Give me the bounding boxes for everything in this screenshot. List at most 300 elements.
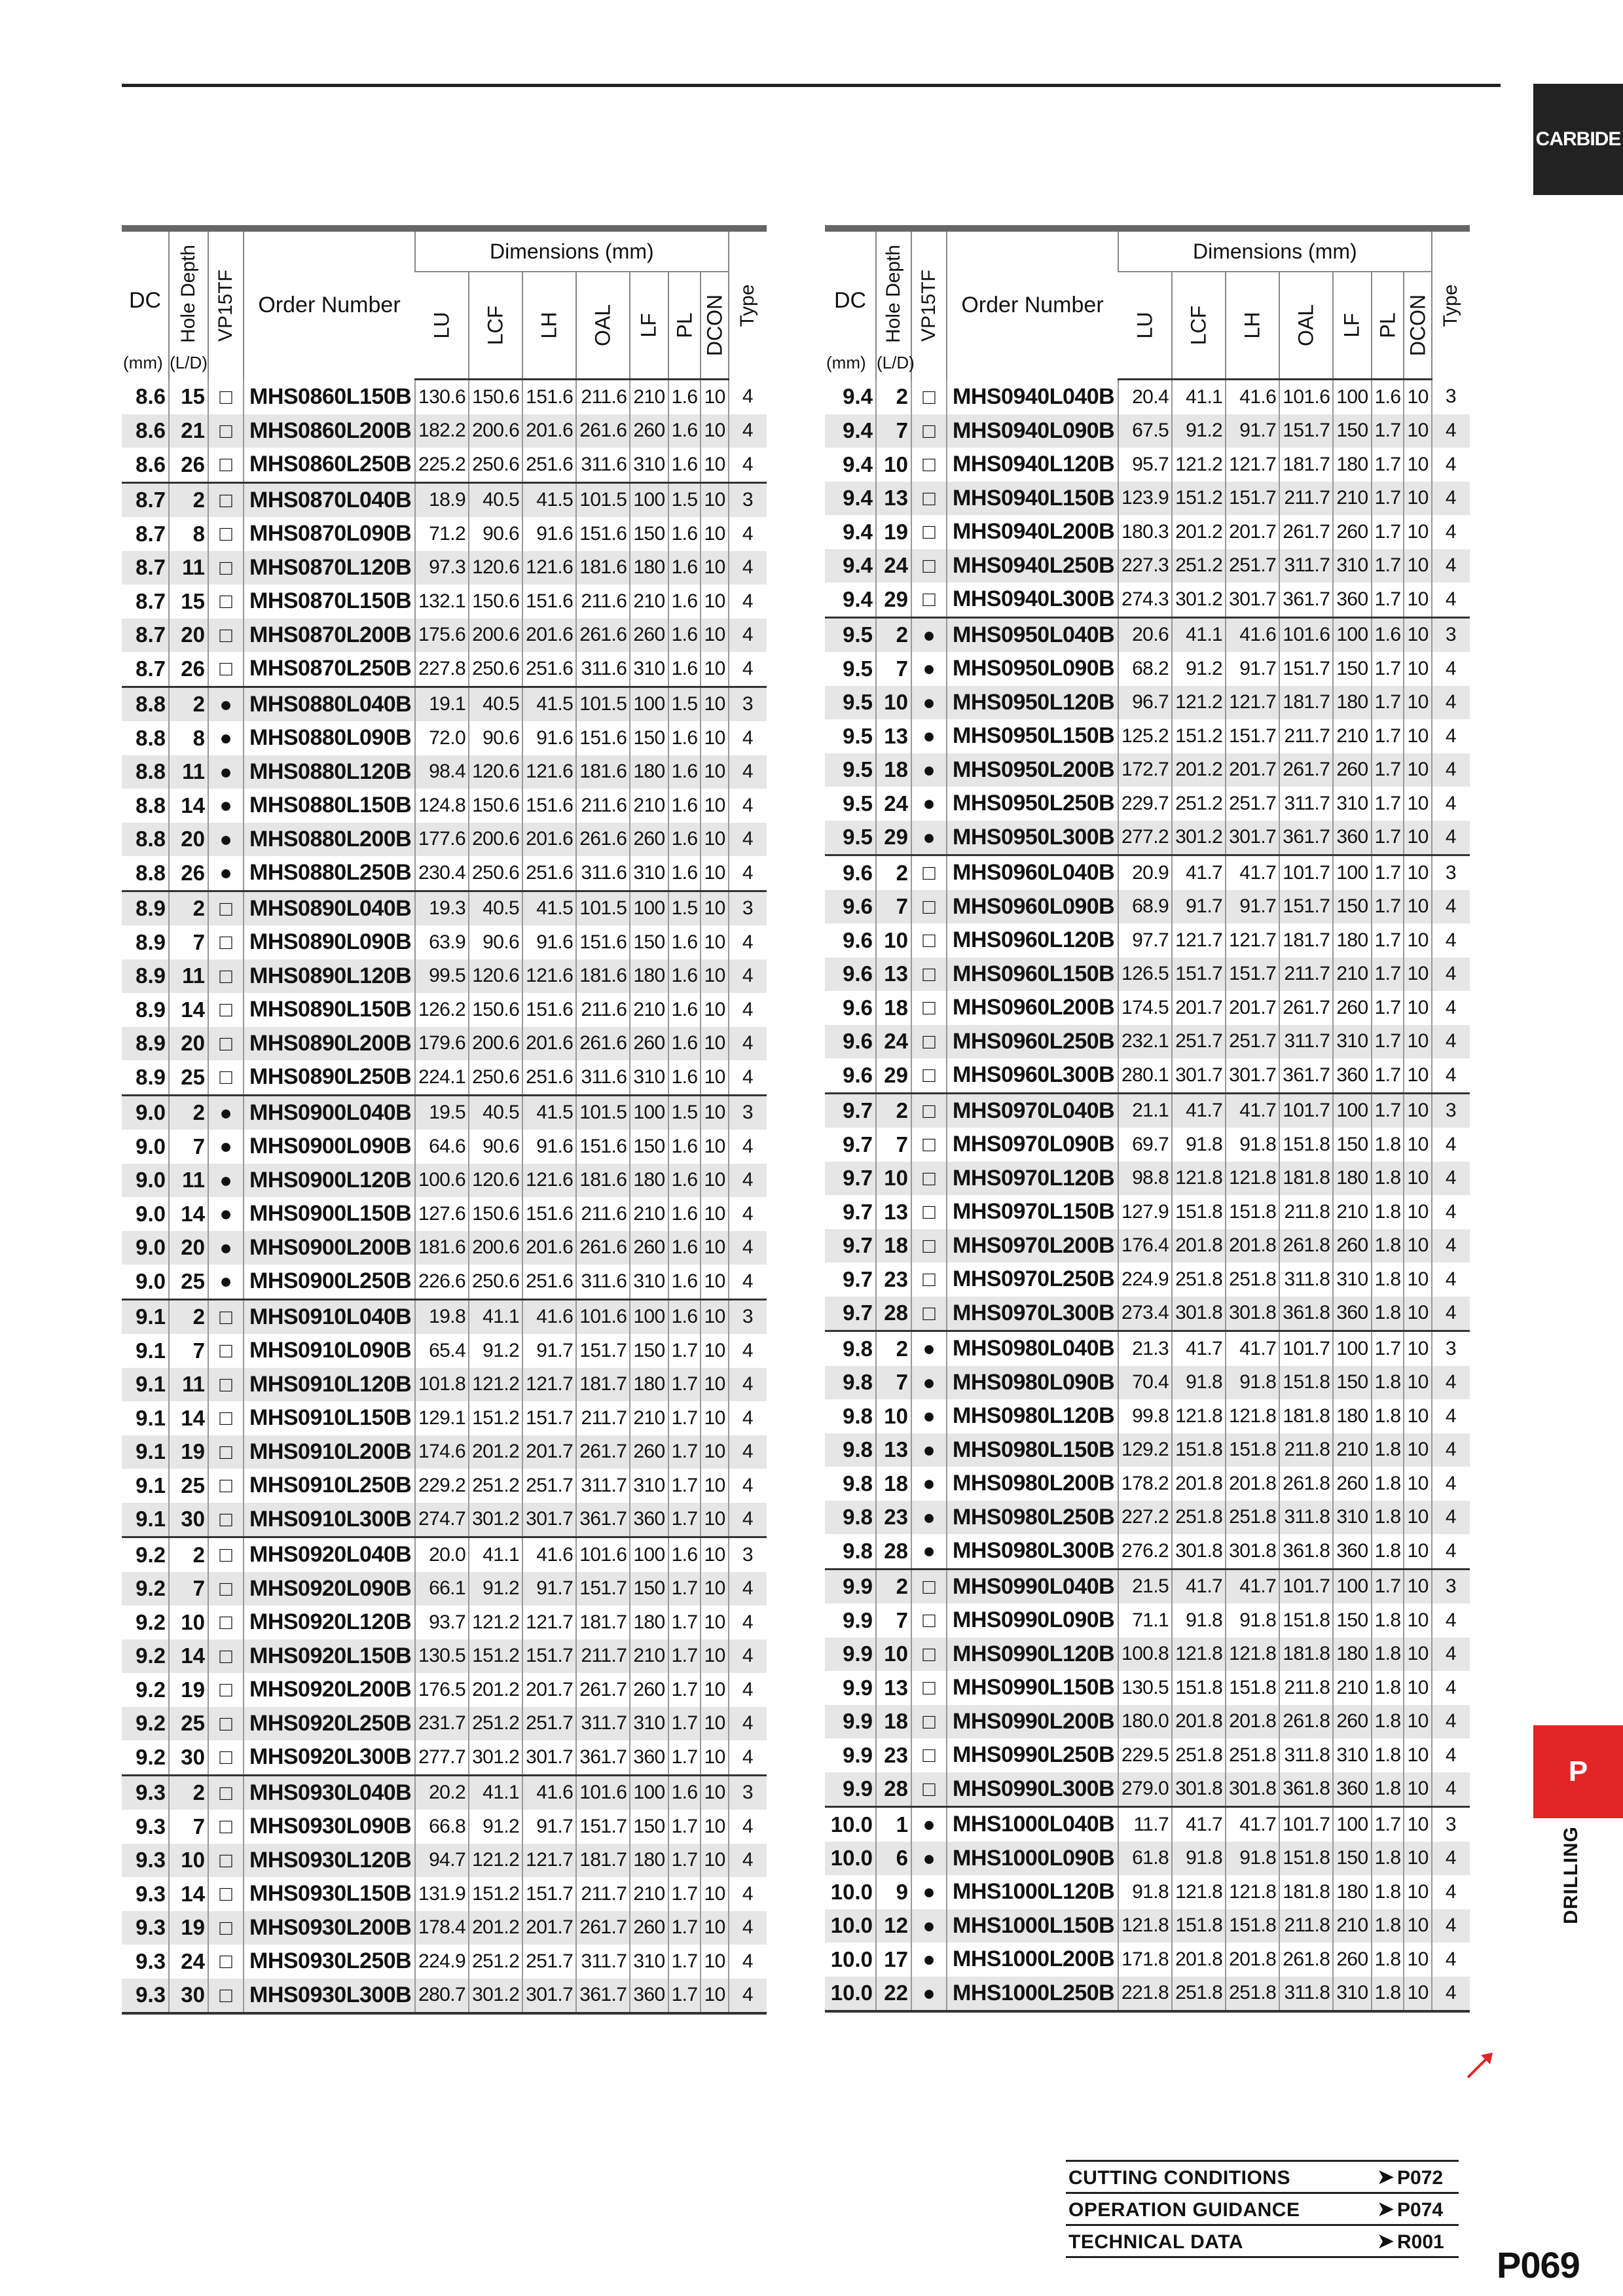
- lu-cell: 176.5: [415, 1673, 469, 1707]
- type-cell: 4: [1432, 482, 1470, 516]
- dc-cell: 10.0: [830, 1946, 873, 1971]
- dc-cell: 9.0: [122, 1095, 169, 1130]
- stock-symbol: □: [911, 924, 947, 958]
- lu-cell: 68.9: [1118, 890, 1172, 924]
- lh-cell: 251.8: [1226, 1977, 1279, 2012]
- type-cell: 4: [729, 619, 767, 653]
- col-lu: LU: [1118, 272, 1172, 380]
- lf-cell: 180: [1333, 1875, 1371, 1909]
- dc-cell: 9.7: [843, 1132, 873, 1157]
- lcf-cell: 121.8: [1172, 1162, 1226, 1196]
- type-cell: 4: [1432, 1738, 1470, 1772]
- lf-cell: 210: [630, 1197, 668, 1231]
- order-number: MHS0880L250B: [244, 856, 415, 891]
- type-cell: 4: [729, 1911, 767, 1945]
- type-cell: 4: [1432, 787, 1470, 821]
- table-row: [825, 719, 1470, 753]
- dc-cell: 10.0: [825, 1842, 876, 1876]
- lu-cell: 126.5: [1118, 958, 1172, 992]
- col-dimensions: Dimensions (mm): [415, 228, 729, 272]
- lf-cell: 360: [1333, 583, 1371, 617]
- pl-cell: 1.7: [668, 1810, 701, 1844]
- lh-cell: 41.7: [1226, 1331, 1279, 1366]
- lh-cell: 201.8: [1226, 1943, 1279, 1977]
- oal-cell: 151.6: [576, 1130, 630, 1164]
- oal-cell: 361.8: [1279, 1772, 1333, 1807]
- pl-cell: 1.8: [1372, 1399, 1404, 1433]
- lu-cell: 177.6: [415, 823, 469, 857]
- table-row: [825, 787, 1470, 821]
- lf-cell: 310: [630, 856, 668, 891]
- col-hole-depth: Hole Depth (L/D): [876, 228, 911, 380]
- dcon-cell: 10: [701, 482, 728, 517]
- lh-cell: 251.7: [1226, 549, 1279, 583]
- lu-cell: 181.6: [415, 1231, 469, 1265]
- lcf-cell: 201.8: [1172, 1705, 1226, 1739]
- oal-cell: 101.7: [1279, 1093, 1333, 1128]
- hole-depth-cell: 1: [876, 1807, 911, 1842]
- ref-label: OPERATION GUIDANCE: [1068, 2199, 1300, 2221]
- table-row: [825, 1162, 1470, 1196]
- lcf-cell: 121.2: [469, 1368, 522, 1402]
- hole-depth-cell: 2: [169, 1775, 208, 1810]
- dcon-cell: 10: [1404, 1738, 1431, 1772]
- table-row: [122, 1435, 767, 1469]
- type-cell: 4: [729, 652, 767, 687]
- stock-symbol: □: [208, 925, 244, 960]
- lh-cell: 151.6: [522, 993, 576, 1027]
- lf-cell: 260: [630, 1911, 668, 1945]
- order-number: MHS0940L250B: [947, 549, 1118, 583]
- stock-symbol: □: [208, 1640, 244, 1674]
- hole-depth-cell: 10: [876, 1638, 911, 1672]
- lu-cell: 91.8: [1118, 1875, 1172, 1909]
- lf-cell: 310: [630, 448, 668, 482]
- dc-cell: 9.0: [122, 1164, 169, 1198]
- order-number: MHS0990L300B: [947, 1772, 1118, 1807]
- hole-depth-cell: 29: [876, 583, 911, 617]
- lcf-cell: 251.2: [1172, 549, 1226, 583]
- pl-cell: 1.8: [1372, 1162, 1404, 1196]
- pl-cell: 1.8: [1372, 1128, 1404, 1162]
- dcon-cell: 10: [1404, 1705, 1431, 1739]
- hole-depth-cell: 15: [169, 380, 208, 414]
- lh-cell: 121.8: [1226, 1638, 1279, 1672]
- lh-cell: 151.8: [1226, 1909, 1279, 1943]
- lu-cell: 61.8: [1118, 1842, 1172, 1876]
- lu-cell: 231.7: [415, 1707, 469, 1741]
- table-row: [122, 584, 767, 619]
- dc-cell: 9.0: [136, 1134, 166, 1158]
- table-row: [122, 551, 767, 585]
- hole-depth-cell: 11: [169, 1164, 208, 1198]
- dcon-cell: 10: [1404, 1943, 1431, 1977]
- lu-cell: 98.8: [1118, 1162, 1172, 1196]
- dc-cell: 9.5: [825, 617, 876, 652]
- order-number: MHS0890L200B: [244, 1027, 415, 1061]
- lh-cell: 41.7: [1226, 1569, 1279, 1604]
- dc-cell: 9.6: [825, 855, 876, 890]
- dcon-cell: 10: [1404, 1229, 1431, 1263]
- pl-cell: 1.6: [668, 721, 701, 755]
- order-number: MHS0950L200B: [947, 753, 1118, 787]
- hole-depth-cell: 2: [876, 855, 911, 890]
- lcf-cell: 151.2: [469, 1877, 522, 1911]
- lcf-cell: 251.8: [1172, 1738, 1226, 1772]
- lf-cell: 310: [1333, 1025, 1371, 1059]
- table-row: [122, 891, 767, 925]
- lcf-cell: 150.6: [469, 1197, 522, 1231]
- dc-cell: 9.3: [122, 1775, 169, 1810]
- lcf-cell: 301.8: [1172, 1534, 1226, 1569]
- oal-cell: 261.7: [576, 1435, 630, 1469]
- oal-cell: 311.7: [1279, 549, 1333, 583]
- stock-symbol: □: [911, 549, 947, 583]
- stock-symbol: ●: [911, 1501, 947, 1535]
- lf-cell: 180: [1333, 1162, 1371, 1196]
- type-cell: 4: [729, 551, 767, 585]
- dcon-cell: 10: [701, 856, 728, 891]
- dc-cell: 9.8: [843, 1538, 873, 1563]
- lh-cell: 251.7: [1226, 787, 1279, 821]
- oal-cell: 261.7: [576, 1911, 630, 1945]
- oal-cell: 101.6: [576, 1537, 630, 1572]
- pl-cell: 1.8: [1372, 1705, 1404, 1739]
- order-number: MHS0900L120B: [244, 1164, 415, 1198]
- pl-cell: 1.5: [668, 1095, 701, 1130]
- pl-cell: 1.7: [1372, 515, 1404, 549]
- lf-cell: 180: [1333, 1399, 1371, 1433]
- pl-cell: 1.7: [668, 1435, 701, 1469]
- lu-cell: 19.3: [415, 891, 469, 925]
- lu-cell: 180.0: [1118, 1705, 1172, 1739]
- lcf-cell: 151.7: [1172, 958, 1226, 992]
- hole-depth-cell: 2: [169, 482, 208, 517]
- pl-cell: 1.8: [1372, 1943, 1404, 1977]
- table-row: [825, 1705, 1470, 1739]
- dc-cell: 9.2: [122, 1572, 169, 1606]
- lu-cell: 101.8: [415, 1368, 469, 1402]
- type-cell: 4: [1432, 1297, 1470, 1331]
- lcf-cell: 120.6: [469, 551, 522, 585]
- oal-cell: 261.7: [1279, 991, 1333, 1025]
- dc-cell: 9.2: [122, 1707, 169, 1741]
- hole-depth-cell: 29: [876, 1058, 911, 1093]
- type-cell: 4: [729, 993, 767, 1027]
- lf-cell: 100: [630, 482, 668, 517]
- lcf-cell: 41.1: [1172, 617, 1226, 652]
- oal-cell: 311.7: [1279, 1025, 1333, 1059]
- type-cell: 3: [1432, 1331, 1470, 1366]
- lh-cell: 41.7: [1226, 1093, 1279, 1128]
- ref-cutting-conditions[interactable]: [1066, 2160, 1459, 2194]
- dcon-cell: 10: [1404, 1433, 1431, 1467]
- lf-cell: 360: [630, 1979, 668, 2014]
- lcf-cell: 301.2: [469, 1503, 522, 1537]
- order-number: MHS0910L300B: [244, 1503, 415, 1537]
- dc-cell: 9.6: [843, 995, 873, 1020]
- lcf-cell: 251.2: [469, 1707, 522, 1741]
- table-row: [825, 1671, 1470, 1705]
- dcon-cell: 10: [1404, 991, 1431, 1025]
- dcon-cell: 10: [701, 1673, 728, 1707]
- oal-cell: 151.8: [1279, 1128, 1333, 1162]
- dcon-cell: 10: [701, 789, 728, 823]
- pl-cell: 1.7: [668, 1740, 701, 1775]
- type-cell: 3: [729, 891, 767, 925]
- pl-cell: 1.6: [668, 856, 701, 891]
- oal-cell: 261.8: [1279, 1467, 1333, 1501]
- col-pl: PL: [668, 272, 701, 380]
- stock-symbol: □: [911, 414, 947, 448]
- type-cell: 4: [729, 1368, 767, 1402]
- hole-depth-cell: 12: [876, 1909, 911, 1943]
- dcon-cell: 10: [1404, 1534, 1431, 1569]
- lf-cell: 360: [1333, 1772, 1371, 1807]
- lh-cell: 301.8: [1226, 1297, 1279, 1331]
- hole-depth-cell: 15: [169, 584, 208, 619]
- order-number: MHS0940L150B: [947, 482, 1118, 516]
- dcon-cell: 10: [701, 1503, 728, 1537]
- table-row: [825, 1909, 1470, 1943]
- order-number: MHS0870L250B: [244, 652, 415, 687]
- lu-cell: 224.9: [1118, 1263, 1172, 1297]
- col-oal: OAL: [1279, 272, 1333, 380]
- type-cell: 4: [1432, 414, 1470, 448]
- order-number: MHS0970L300B: [947, 1297, 1118, 1331]
- lu-cell: 123.9: [1118, 482, 1172, 516]
- type-cell: 4: [729, 1334, 767, 1368]
- table-row: [122, 1640, 767, 1674]
- oal-cell: 361.7: [576, 1740, 630, 1775]
- pl-cell: 1.6: [668, 960, 701, 994]
- dcon-cell: 10: [1404, 1909, 1431, 1943]
- lh-cell: 251.6: [522, 652, 576, 687]
- stock-symbol: □: [208, 652, 244, 687]
- dcon-cell: 10: [1404, 583, 1431, 617]
- type-cell: 4: [1432, 549, 1470, 583]
- pl-cell: 1.6: [668, 414, 701, 448]
- lcf-cell: 150.6: [469, 380, 522, 414]
- lh-cell: 121.8: [1226, 1399, 1279, 1433]
- dc-cell: 9.9: [825, 1772, 876, 1807]
- ref-operation-guidance[interactable]: [1066, 2194, 1459, 2226]
- dcon-cell: 10: [1404, 1366, 1431, 1400]
- lh-cell: 201.8: [1226, 1229, 1279, 1263]
- order-number: MHS0930L200B: [244, 1911, 415, 1945]
- order-number: MHS0910L200B: [244, 1435, 415, 1469]
- ref-technical-data[interactable]: [1066, 2226, 1459, 2258]
- type-cell: 4: [1432, 1671, 1470, 1705]
- stock-symbol: ●: [911, 1433, 947, 1467]
- lh-cell: 121.8: [1226, 1162, 1279, 1196]
- hole-depth-cell: 30: [169, 1979, 208, 2014]
- dcon-cell: 10: [1404, 652, 1431, 686]
- dc-cell: 9.6: [843, 1062, 873, 1087]
- hole-depth-cell: 30: [169, 1503, 208, 1537]
- lf-cell: 150: [630, 517, 668, 551]
- stock-symbol: ●: [911, 1842, 947, 1876]
- lf-cell: 210: [630, 993, 668, 1027]
- dc-cell: 10.0: [830, 1879, 873, 1904]
- stock-symbol: ●: [911, 1399, 947, 1433]
- dc-cell: 9.5: [843, 723, 873, 748]
- stock-symbol: □: [911, 1058, 947, 1093]
- table-row: [122, 789, 767, 823]
- lcf-cell: 301.8: [1172, 1297, 1226, 1331]
- dc-cell: 9.2: [122, 1640, 169, 1674]
- type-cell: 4: [729, 1673, 767, 1707]
- lcf-cell: 201.8: [1172, 1467, 1226, 1501]
- lu-cell: 171.8: [1118, 1943, 1172, 1977]
- stock-symbol: □: [911, 1638, 947, 1672]
- dc-cell: 8.9: [136, 929, 166, 954]
- type-cell: 4: [1432, 1842, 1470, 1876]
- stock-symbol: □: [208, 1945, 244, 1979]
- dcon-cell: 10: [701, 1265, 728, 1299]
- type-cell: 4: [1432, 1366, 1470, 1400]
- stock-symbol: ●: [911, 821, 947, 855]
- table-row: [825, 583, 1470, 617]
- pl-cell: 1.7: [1372, 753, 1404, 787]
- lf-cell: 180: [630, 960, 668, 994]
- lu-cell: 71.2: [415, 517, 469, 551]
- hole-depth-cell: 13: [876, 719, 911, 753]
- dcon-cell: 10: [1404, 753, 1431, 787]
- pl-cell: 1.5: [668, 482, 701, 517]
- table-row: [122, 1299, 767, 1334]
- hole-depth-cell: 2: [876, 380, 911, 414]
- pl-cell: 1.7: [668, 1334, 701, 1368]
- type-cell: 4: [1432, 1433, 1470, 1467]
- lh-cell: 151.6: [522, 1197, 576, 1231]
- lf-cell: 150: [630, 925, 668, 960]
- table-row: [825, 924, 1470, 958]
- lcf-cell: 201.2: [1172, 753, 1226, 787]
- type-cell: 4: [729, 1130, 767, 1164]
- lh-cell: 201.6: [522, 1231, 576, 1265]
- hole-depth-cell: 2: [876, 1569, 911, 1604]
- lf-cell: 260: [1333, 991, 1371, 1025]
- stock-symbol: □: [208, 448, 244, 482]
- type-cell: 3: [729, 1299, 767, 1334]
- dc-cell: 8.9: [122, 1027, 169, 1061]
- lu-cell: 20.6: [1118, 617, 1172, 652]
- pl-cell: 1.7: [1372, 583, 1404, 617]
- table-row: [825, 482, 1470, 516]
- stock-symbol: □: [208, 1810, 244, 1844]
- lf-cell: 180: [630, 1844, 668, 1878]
- oal-cell: 211.6: [576, 380, 630, 414]
- lu-cell: 72.0: [415, 721, 469, 755]
- stock-symbol: □: [208, 1368, 244, 1402]
- lh-cell: 121.7: [1226, 924, 1279, 958]
- dc-cell: 9.2: [136, 1609, 166, 1634]
- pl-cell: 1.8: [1372, 1604, 1404, 1638]
- pl-cell: 1.7: [668, 1503, 701, 1537]
- type-cell: 3: [1432, 380, 1470, 414]
- lf-cell: 260: [1333, 1705, 1371, 1739]
- hole-depth-cell: 11: [169, 551, 208, 585]
- hole-depth-cell: 29: [876, 821, 911, 855]
- stock-symbol: □: [911, 1297, 947, 1331]
- order-number: MHS1000L150B: [947, 1909, 1118, 1943]
- ref-page: R001: [1397, 2231, 1444, 2253]
- stock-symbol: ●: [208, 1095, 244, 1130]
- lu-cell: 66.8: [415, 1810, 469, 1844]
- type-cell: 4: [729, 584, 767, 619]
- lf-cell: 310: [1333, 1501, 1371, 1535]
- order-number: MHS0950L300B: [947, 821, 1118, 855]
- lf-cell: 210: [630, 584, 668, 619]
- oal-cell: 181.6: [576, 755, 630, 789]
- lu-cell: 97.7: [1118, 924, 1172, 958]
- order-number: MHS0980L250B: [947, 1501, 1118, 1535]
- lf-cell: 260: [630, 619, 668, 653]
- hole-depth-cell: 10: [876, 924, 911, 958]
- lh-cell: 41.6: [522, 1537, 576, 1572]
- lcf-cell: 251.2: [469, 1945, 522, 1979]
- lh-cell: 151.7: [1226, 719, 1279, 753]
- lf-cell: 210: [630, 380, 668, 414]
- order-number: MHS0940L090B: [947, 414, 1118, 448]
- type-cell: 4: [729, 1707, 767, 1741]
- oal-cell: 361.7: [1279, 1058, 1333, 1093]
- spec-table-right: [825, 225, 1470, 2013]
- stock-symbol: □: [911, 583, 947, 617]
- order-number: MHS0990L090B: [947, 1604, 1118, 1638]
- col-lcf: LCF: [1172, 272, 1226, 380]
- lcf-cell: 121.8: [1172, 1638, 1226, 1672]
- lcf-cell: 121.2: [469, 1605, 522, 1640]
- order-number: MHS0860L150B: [244, 380, 415, 414]
- lcf-cell: 201.8: [1172, 1943, 1226, 1977]
- stock-symbol: □: [208, 551, 244, 585]
- order-number: MHS0870L150B: [244, 584, 415, 619]
- col-coating: VP15TF: [208, 228, 244, 380]
- lh-cell: 121.7: [522, 1844, 576, 1878]
- col-order-number: Order Number: [947, 228, 1118, 380]
- pl-cell: 1.6: [668, 789, 701, 823]
- order-number: MHS0900L090B: [244, 1130, 415, 1164]
- dcon-cell: 10: [701, 1775, 728, 1810]
- lcf-cell: 251.2: [469, 1469, 522, 1503]
- hole-depth-cell: 30: [169, 1740, 208, 1775]
- hole-depth-cell: 26: [169, 652, 208, 687]
- lh-cell: 201.6: [522, 619, 576, 653]
- table-row: [825, 1229, 1470, 1263]
- lu-cell: 229.2: [415, 1469, 469, 1503]
- stock-symbol: □: [208, 1911, 244, 1945]
- lf-cell: 100: [630, 1299, 668, 1334]
- stock-symbol: □: [208, 1060, 244, 1095]
- lh-cell: 251.6: [522, 1265, 576, 1299]
- lh-cell: 41.7: [1226, 1807, 1279, 1842]
- lcf-cell: 41.7: [1172, 1569, 1226, 1604]
- dcon-cell: 10: [1404, 855, 1431, 890]
- lh-cell: 91.6: [522, 517, 576, 551]
- type-cell: 4: [1432, 1467, 1470, 1501]
- lcf-cell: 90.6: [469, 1130, 522, 1164]
- stock-symbol: ●: [911, 1909, 947, 1943]
- lcf-cell: 41.1: [1172, 380, 1226, 414]
- hole-depth-cell: 11: [169, 1368, 208, 1402]
- stock-symbol: ●: [911, 652, 947, 686]
- stock-symbol: □: [208, 1844, 244, 1878]
- pl-cell: 1.6: [668, 1775, 701, 1810]
- lu-cell: 174.6: [415, 1435, 469, 1469]
- lf-cell: 180: [1333, 924, 1371, 958]
